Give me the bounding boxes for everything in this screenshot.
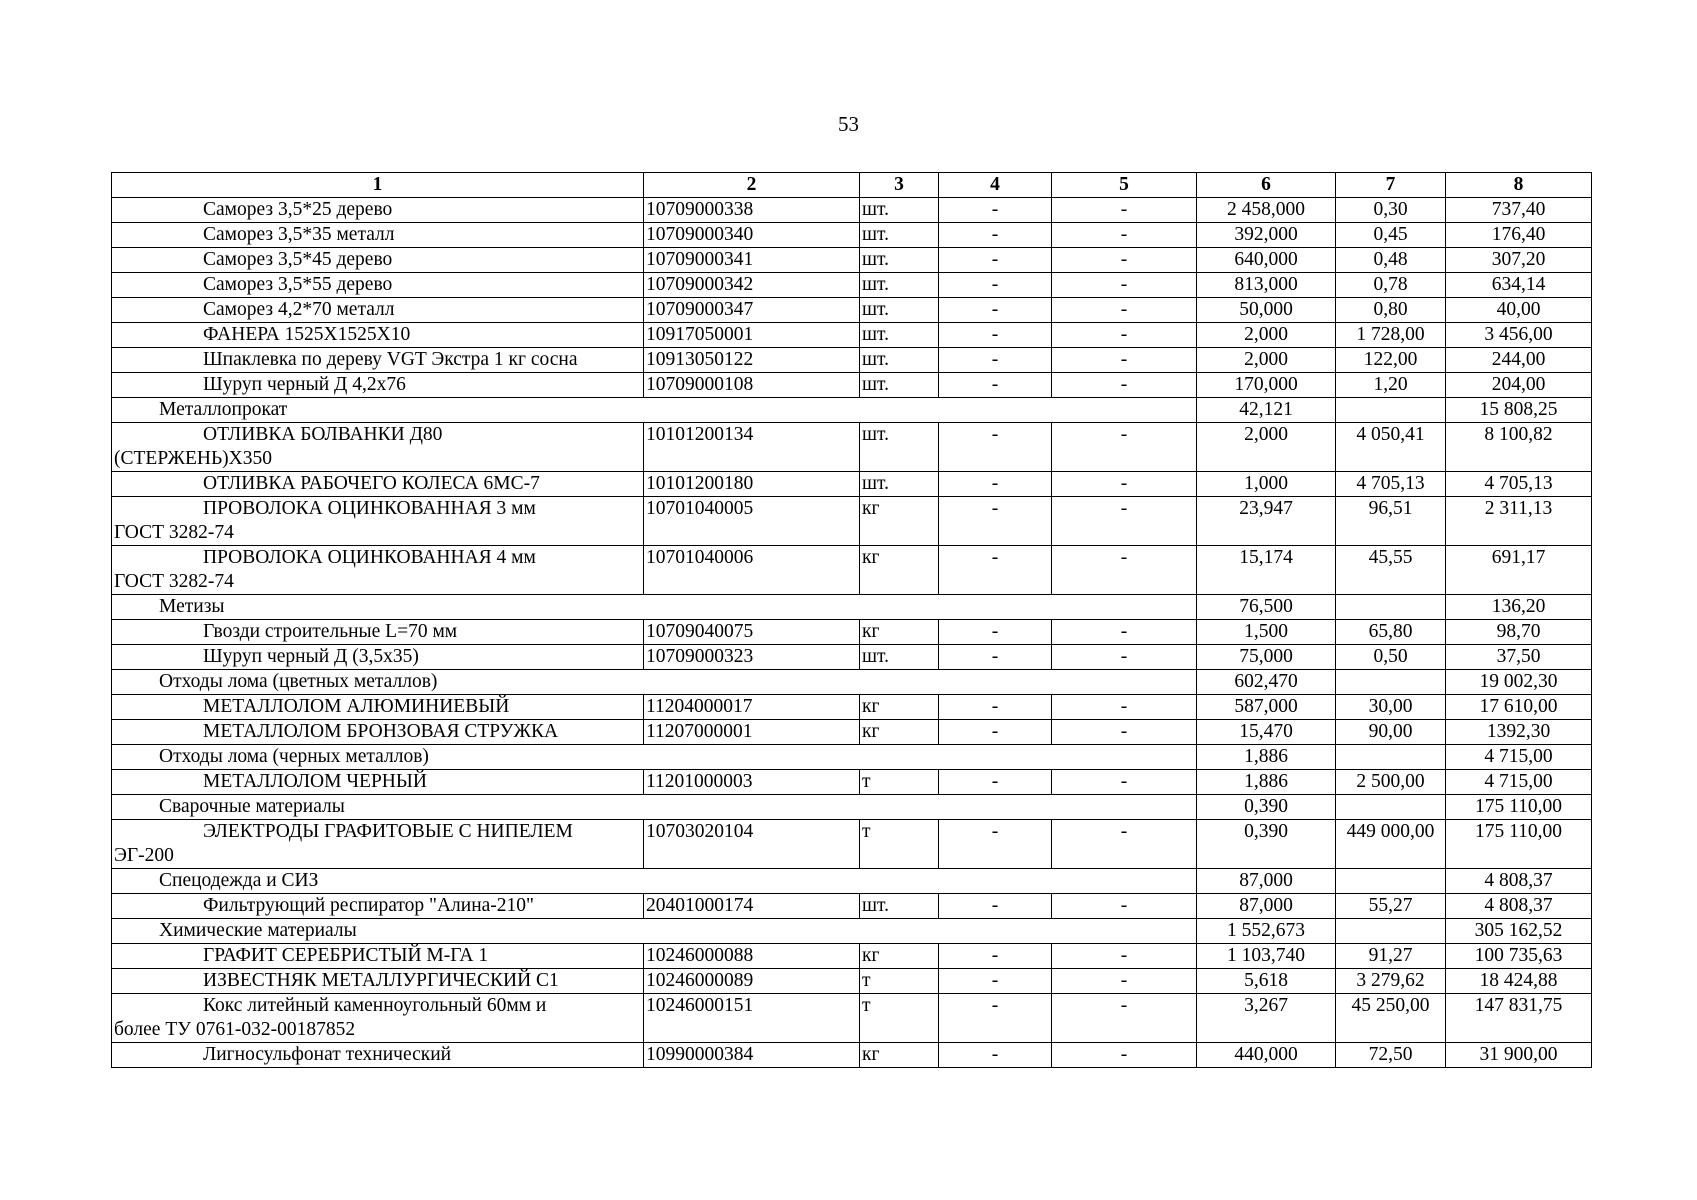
quantity-cell: 5,618 [1197, 969, 1336, 994]
group-row [112, 595, 1592, 620]
group-name: Сварочные материалы [159, 796, 345, 817]
item-name-cell [112, 248, 644, 273]
quantity-cell: 15,470 [1197, 720, 1336, 745]
quantity-cell: 1 552,673 [1197, 919, 1336, 944]
price-cell: 91,27 [1336, 944, 1446, 969]
item-name-cell [112, 645, 644, 670]
column-header: 7 [1336, 173, 1446, 198]
price-cell: 90,00 [1336, 720, 1446, 745]
quantity-cell: 1 103,740 [1197, 944, 1336, 969]
price-cell: 1,20 [1336, 373, 1446, 398]
table-row [112, 720, 1592, 745]
code-cell: 10246000089 [644, 969, 860, 994]
group-name-cell [112, 670, 1197, 695]
column-5-cell: - [1052, 248, 1197, 273]
column-header: 4 [939, 173, 1052, 198]
sum-cell: 4 808,37 [1446, 869, 1592, 894]
table-row [112, 645, 1592, 670]
unit-cell: шт. [860, 198, 939, 223]
materials-table [111, 172, 1592, 1068]
column-4-cell: - [939, 273, 1052, 298]
column-4-cell: - [939, 248, 1052, 273]
item-name: ОТЛИВКА РАБОЧЕГО КОЛЕСА 6МС-7 [203, 473, 540, 494]
item-name-cell [112, 720, 644, 745]
sum-cell: 737,40 [1446, 198, 1592, 223]
item-name: ФАНЕРА 1525Х1525Х10 [203, 324, 411, 345]
quantity-cell: 3,267 [1197, 994, 1336, 1043]
price-cell: 45 250,00 [1336, 994, 1446, 1043]
item-name-cell [112, 497, 644, 546]
sum-cell: 307,20 [1446, 248, 1592, 273]
column-4-cell: - [939, 720, 1052, 745]
quantity-cell: 1,500 [1197, 620, 1336, 645]
column-4-cell: - [939, 994, 1052, 1043]
item-name: Шпаклевка по дереву VGT Экстра 1 кг сосна [203, 349, 578, 370]
price-cell: 0,45 [1336, 223, 1446, 248]
column-5-cell: - [1052, 423, 1197, 472]
table-row [112, 969, 1592, 994]
column-5-cell: - [1052, 497, 1197, 546]
quantity-cell: 42,121 [1197, 398, 1336, 423]
item-name-cell [112, 620, 644, 645]
price-cell: 65,80 [1336, 620, 1446, 645]
price-cell: 449 000,00 [1336, 820, 1446, 869]
item-name-continuation: (СТЕРЖЕНЬ)Х350 [114, 448, 272, 469]
column-5-cell: - [1052, 620, 1197, 645]
unit-cell: т [860, 770, 939, 795]
code-cell: 10709000347 [644, 298, 860, 323]
table-row [112, 348, 1592, 373]
item-name-continuation: ГОСТ 3282-74 [114, 522, 234, 543]
table-row [112, 198, 1592, 223]
sum-cell: 634,14 [1446, 273, 1592, 298]
column-5-cell: - [1052, 198, 1197, 223]
column-header: 3 [860, 173, 939, 198]
code-cell: 10101200180 [644, 472, 860, 497]
unit-cell: кг [860, 620, 939, 645]
sum-cell: 18 424,88 [1446, 969, 1592, 994]
sum-cell: 244,00 [1446, 348, 1592, 373]
quantity-cell: 76,500 [1197, 595, 1336, 620]
table-row [112, 894, 1592, 919]
column-5-cell: - [1052, 472, 1197, 497]
column-5-cell: - [1052, 348, 1197, 373]
unit-cell: кг [860, 546, 939, 595]
price-cell: 3 279,62 [1336, 969, 1446, 994]
table-header-row [112, 173, 1592, 198]
sum-cell: 100 735,63 [1446, 944, 1592, 969]
item-name: МЕТАЛЛОЛОМ АЛЮМИНИЕВЫЙ [203, 696, 510, 717]
table-row [112, 695, 1592, 720]
sum-cell: 17 610,00 [1446, 695, 1592, 720]
sum-cell: 175 110,00 [1446, 820, 1592, 869]
column-4-cell: - [939, 546, 1052, 595]
table-row [112, 770, 1592, 795]
table-row [112, 620, 1592, 645]
code-cell: 10990000384 [644, 1043, 860, 1068]
code-cell: 10101200134 [644, 423, 860, 472]
column-header: 6 [1197, 173, 1336, 198]
column-4-cell: - [939, 820, 1052, 869]
group-name-cell [112, 869, 1197, 894]
item-name: МЕТАЛЛОЛОМ БРОНЗОВАЯ СТРУЖКА [203, 721, 559, 742]
item-name: Лигносульфонат технический [203, 1044, 452, 1065]
price-cell: 96,51 [1336, 497, 1446, 546]
page-number: 53 [838, 112, 859, 136]
table-row [112, 323, 1592, 348]
quantity-cell: 87,000 [1197, 869, 1336, 894]
item-name: Саморез 3,5*55 дерево [203, 274, 393, 295]
column-4-cell: - [939, 298, 1052, 323]
group-name: Химические материалы [159, 920, 357, 941]
column-5-cell: - [1052, 770, 1197, 795]
item-name-cell [112, 944, 644, 969]
code-cell: 10246000088 [644, 944, 860, 969]
code-cell: 10709000341 [644, 248, 860, 273]
table-row [112, 248, 1592, 273]
unit-cell: шт. [860, 423, 939, 472]
price-cell: 4 705,13 [1336, 472, 1446, 497]
unit-cell: шт. [860, 348, 939, 373]
quantity-cell: 15,174 [1197, 546, 1336, 595]
unit-cell: кг [860, 944, 939, 969]
column-4-cell: - [939, 223, 1052, 248]
unit-cell: кг [860, 720, 939, 745]
group-row [112, 398, 1592, 423]
price-cell: 0,80 [1336, 298, 1446, 323]
sum-cell: 4 808,37 [1446, 894, 1592, 919]
quantity-cell: 2,000 [1197, 423, 1336, 472]
code-cell: 10701040005 [644, 497, 860, 546]
column-5-cell: - [1052, 323, 1197, 348]
item-name-cell [112, 348, 644, 373]
unit-cell: шт. [860, 323, 939, 348]
group-name: Отходы лома (черных металлов) [159, 746, 429, 767]
code-cell: 10917050001 [644, 323, 860, 348]
code-cell: 10913050122 [644, 348, 860, 373]
sum-cell: 3 456,00 [1446, 323, 1592, 348]
sum-cell: 15 808,25 [1446, 398, 1592, 423]
sum-cell: 40,00 [1446, 298, 1592, 323]
item-name-cell [112, 223, 644, 248]
column-5-cell: - [1052, 1043, 1197, 1068]
sum-cell: 175 110,00 [1446, 795, 1592, 820]
price-cell: 45,55 [1336, 546, 1446, 595]
sum-cell: 4 705,13 [1446, 472, 1592, 497]
group-name: Метизы [159, 596, 225, 617]
group-name-cell [112, 795, 1197, 820]
table-row [112, 273, 1592, 298]
group-row [112, 919, 1592, 944]
quantity-cell: 813,000 [1197, 273, 1336, 298]
quantity-cell: 2 458,000 [1197, 198, 1336, 223]
column-5-cell: - [1052, 223, 1197, 248]
price-cell: 1 728,00 [1336, 323, 1446, 348]
item-name-cell [112, 298, 644, 323]
price-cell: 72,50 [1336, 1043, 1446, 1068]
table-row [112, 1043, 1592, 1068]
column-header: 5 [1052, 173, 1197, 198]
column-4-cell: - [939, 497, 1052, 546]
sum-cell: 8 100,82 [1446, 423, 1592, 472]
item-name-cell [112, 423, 644, 472]
item-name: Саморез 4,2*70 металл [203, 299, 395, 320]
item-name: ОТЛИВКА БОЛВАНКИ Д80 [203, 424, 443, 445]
quantity-cell: 2,000 [1197, 323, 1336, 348]
quantity-cell: 75,000 [1197, 645, 1336, 670]
table-row [112, 546, 1592, 595]
column-4-cell: - [939, 969, 1052, 994]
column-5-cell: - [1052, 273, 1197, 298]
column-5-cell: - [1052, 820, 1197, 869]
unit-cell: кг [860, 695, 939, 720]
price-cell: 122,00 [1336, 348, 1446, 373]
group-name: Металлопрокат [159, 399, 288, 420]
code-cell: 10709040075 [644, 620, 860, 645]
sum-cell: 4 715,00 [1446, 745, 1592, 770]
unit-cell: кг [860, 497, 939, 546]
item-name-cell [112, 546, 644, 595]
group-name-cell [112, 745, 1197, 770]
sum-cell: 19 002,30 [1446, 670, 1592, 695]
column-5-cell: - [1052, 994, 1197, 1043]
column-header: 2 [644, 173, 860, 198]
group-name-cell [112, 919, 1197, 944]
price-cell: 2 500,00 [1336, 770, 1446, 795]
price-cell [1336, 919, 1446, 944]
group-name-cell [112, 595, 1197, 620]
unit-cell: шт. [860, 248, 939, 273]
item-name: ПРОВОЛОКА ОЦИНКОВАННАЯ 3 мм [203, 498, 536, 519]
code-cell: 11201000003 [644, 770, 860, 795]
sum-cell: 176,40 [1446, 223, 1592, 248]
item-name: Саморез 3,5*35 металл [203, 224, 395, 245]
quantity-cell: 440,000 [1197, 1043, 1336, 1068]
item-name: Шуруп черный Д (3,5х35) [203, 646, 419, 667]
column-4-cell: - [939, 1043, 1052, 1068]
unit-cell: т [860, 820, 939, 869]
code-cell: 10709000108 [644, 373, 860, 398]
quantity-cell: 640,000 [1197, 248, 1336, 273]
code-cell: 10709000340 [644, 223, 860, 248]
column-4-cell: - [939, 770, 1052, 795]
sum-cell: 305 162,52 [1446, 919, 1592, 944]
sum-cell: 37,50 [1446, 645, 1592, 670]
table-row [112, 944, 1592, 969]
unit-cell: шт. [860, 273, 939, 298]
quantity-cell: 23,947 [1197, 497, 1336, 546]
sum-cell: 204,00 [1446, 373, 1592, 398]
sum-cell: 691,17 [1446, 546, 1592, 595]
table-body [112, 198, 1592, 1068]
table-row [112, 472, 1592, 497]
unit-cell: шт. [860, 472, 939, 497]
sum-cell: 31 900,00 [1446, 1043, 1592, 1068]
sum-cell: 1392,30 [1446, 720, 1592, 745]
column-4-cell: - [939, 695, 1052, 720]
quantity-cell: 2,000 [1197, 348, 1336, 373]
sum-cell: 98,70 [1446, 620, 1592, 645]
price-cell: 30,00 [1336, 695, 1446, 720]
item-name: Шуруп черный Д 4,2х76 [203, 374, 406, 395]
column-4-cell: - [939, 348, 1052, 373]
column-5-cell: - [1052, 894, 1197, 919]
quantity-cell: 170,000 [1197, 373, 1336, 398]
table-row [112, 994, 1592, 1043]
column-5-cell: - [1052, 944, 1197, 969]
group-row [112, 795, 1592, 820]
price-cell: 55,27 [1336, 894, 1446, 919]
table-row [112, 497, 1592, 546]
quantity-cell: 87,000 [1197, 894, 1336, 919]
price-cell: 0,50 [1336, 645, 1446, 670]
code-cell: 10709000338 [644, 198, 860, 223]
group-row [112, 869, 1592, 894]
table-row [112, 423, 1592, 472]
unit-cell: т [860, 969, 939, 994]
code-cell: 10703020104 [644, 820, 860, 869]
price-cell [1336, 595, 1446, 620]
item-name: Саморез 3,5*45 дерево [203, 249, 393, 270]
unit-cell: шт. [860, 373, 939, 398]
item-name-cell [112, 198, 644, 223]
code-cell: 20401000174 [644, 894, 860, 919]
unit-cell: шт. [860, 645, 939, 670]
quantity-cell: 587,000 [1197, 695, 1336, 720]
column-4-cell: - [939, 472, 1052, 497]
price-cell: 4 050,41 [1336, 423, 1446, 472]
sum-cell: 147 831,75 [1446, 994, 1592, 1043]
column-4-cell: - [939, 944, 1052, 969]
group-name-cell [112, 398, 1197, 423]
item-name: Фильтрующий респиратор "Алина-210" [203, 895, 535, 916]
unit-cell: т [860, 994, 939, 1043]
group-row [112, 745, 1592, 770]
group-row [112, 670, 1592, 695]
unit-cell: кг [860, 1043, 939, 1068]
unit-cell: шт. [860, 223, 939, 248]
item-name-continuation: ЭГ-200 [114, 845, 174, 866]
column-4-cell: - [939, 620, 1052, 645]
item-name: МЕТАЛЛОЛОМ ЧЕРНЫЙ [203, 771, 427, 792]
item-name-cell [112, 969, 644, 994]
item-name: ИЗВЕСТНЯК МЕТАЛЛУРГИЧЕСКИЙ С1 [203, 970, 559, 991]
item-name-cell [112, 323, 644, 348]
column-4-cell: - [939, 373, 1052, 398]
column-5-cell: - [1052, 969, 1197, 994]
item-name-cell [112, 1043, 644, 1068]
table-row [112, 223, 1592, 248]
quantity-cell: 392,000 [1197, 223, 1336, 248]
quantity-cell: 1,886 [1197, 745, 1336, 770]
unit-cell: шт. [860, 298, 939, 323]
price-cell [1336, 670, 1446, 695]
table-row [112, 298, 1592, 323]
quantity-cell: 1,886 [1197, 770, 1336, 795]
quantity-cell: 50,000 [1197, 298, 1336, 323]
column-4-cell: - [939, 323, 1052, 348]
sum-cell: 136,20 [1446, 595, 1592, 620]
code-cell: 10709000323 [644, 645, 860, 670]
group-name: Спецодежда и СИЗ [159, 870, 319, 891]
table-row [112, 373, 1592, 398]
item-name-cell [112, 273, 644, 298]
price-cell: 0,78 [1336, 273, 1446, 298]
item-name-cell [112, 770, 644, 795]
code-cell: 11204000017 [644, 695, 860, 720]
column-5-cell: - [1052, 546, 1197, 595]
group-name: Отходы лома (цветных металлов) [159, 671, 438, 692]
column-header: 8 [1446, 173, 1592, 198]
item-name: ГРАФИТ СЕРЕБРИСТЫЙ М-ГА 1 [203, 945, 489, 966]
item-name-cell [112, 820, 644, 869]
item-name-cell [112, 994, 644, 1043]
item-name-cell [112, 373, 644, 398]
price-cell [1336, 795, 1446, 820]
column-header: 1 [112, 173, 644, 198]
column-5-cell: - [1052, 720, 1197, 745]
column-5-cell: - [1052, 695, 1197, 720]
item-name: ПРОВОЛОКА ОЦИНКОВАННАЯ 4 мм [203, 547, 536, 568]
price-cell: 0,30 [1336, 198, 1446, 223]
code-cell: 10709000342 [644, 273, 860, 298]
item-name-cell [112, 695, 644, 720]
item-name: ЭЛЕКТРОДЫ ГРАФИТОВЫЕ С НИПЕЛЕМ [203, 821, 573, 842]
column-5-cell: - [1052, 373, 1197, 398]
item-name: Саморез 3,5*25 дерево [203, 199, 393, 220]
item-name-continuation: ГОСТ 3282-74 [114, 571, 234, 592]
table-row [112, 820, 1592, 869]
column-5-cell: - [1052, 298, 1197, 323]
quantity-cell: 0,390 [1197, 795, 1336, 820]
column-4-cell: - [939, 894, 1052, 919]
quantity-cell: 1,000 [1197, 472, 1336, 497]
quantity-cell: 0,390 [1197, 820, 1336, 869]
code-cell: 10701040006 [644, 546, 860, 595]
item-name: Кокс литейный каменноугольный 60мм и [203, 995, 547, 1016]
column-4-cell: - [939, 423, 1052, 472]
unit-cell: шт. [860, 894, 939, 919]
quantity-cell: 602,470 [1197, 670, 1336, 695]
item-name-cell [112, 472, 644, 497]
sum-cell: 2 311,13 [1446, 497, 1592, 546]
code-cell: 10246000151 [644, 994, 860, 1043]
column-5-cell: - [1052, 645, 1197, 670]
item-name-continuation: более ТУ 0761-032-00187852 [114, 1019, 356, 1040]
column-4-cell: - [939, 198, 1052, 223]
price-cell [1336, 869, 1446, 894]
item-name-cell [112, 894, 644, 919]
price-cell [1336, 745, 1446, 770]
column-4-cell: - [939, 645, 1052, 670]
price-cell [1336, 398, 1446, 423]
code-cell: 11207000001 [644, 720, 860, 745]
price-cell: 0,48 [1336, 248, 1446, 273]
sum-cell: 4 715,00 [1446, 770, 1592, 795]
item-name: Гвозди строительные L=70 мм [203, 621, 458, 642]
